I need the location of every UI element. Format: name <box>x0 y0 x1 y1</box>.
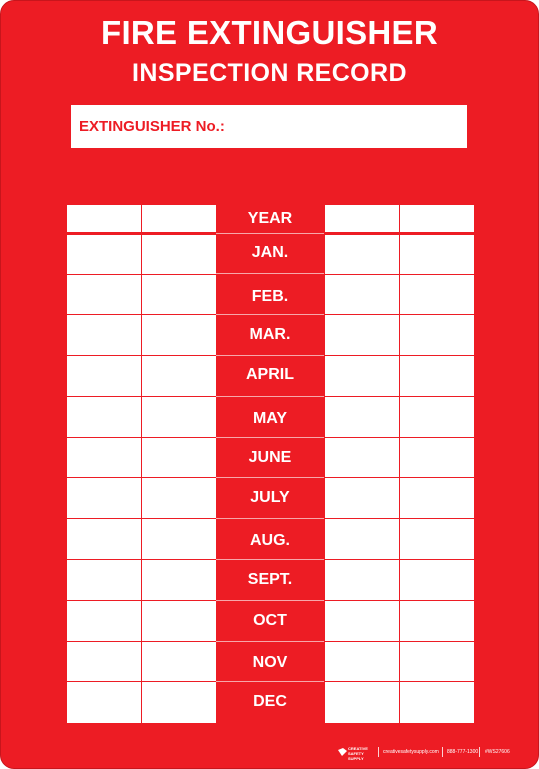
month-divider <box>216 518 324 519</box>
inspection-entry-cell[interactable] <box>400 519 474 559</box>
inspection-entry-cell[interactable] <box>142 682 216 723</box>
footer-separator <box>479 747 480 757</box>
inspection-entry-cell[interactable] <box>325 397 399 437</box>
year-entry-cell[interactable] <box>142 205 216 232</box>
month-label: JAN. <box>251 244 289 261</box>
inspection-entry-cell[interactable] <box>142 519 216 559</box>
extinguisher-number-field[interactable] <box>71 105 467 148</box>
inspection-entry-cell[interactable] <box>400 682 474 723</box>
footer-phone: 888-777-1300 <box>447 749 479 755</box>
inspection-entry-cell[interactable] <box>325 519 399 559</box>
inspection-entry-cell[interactable] <box>325 642 399 681</box>
inspection-entry-cell[interactable] <box>67 642 141 681</box>
footer-website: creativesafetysupply.com <box>383 749 439 755</box>
sign-subtitle: INSPECTION RECORD <box>132 59 407 87</box>
inspection-entry-cell[interactable] <box>67 315 141 355</box>
year-entry-cell[interactable] <box>325 205 399 232</box>
month-label: APRIL <box>246 366 294 383</box>
footer-product-code: #WS27606 <box>485 749 510 755</box>
inspection-entry-cell[interactable] <box>400 275 474 314</box>
inspection-entry-cell[interactable] <box>400 478 474 518</box>
month-divider <box>216 681 324 682</box>
inspection-entry-cell[interactable] <box>325 275 399 314</box>
inspection-entry-cell[interactable] <box>142 235 216 274</box>
month-label: MAY <box>252 410 288 427</box>
inspection-entry-cell[interactable] <box>142 275 216 314</box>
month-label: FEB. <box>251 288 289 305</box>
month-divider <box>216 559 324 560</box>
month-divider <box>216 641 324 642</box>
inspection-entry-cell[interactable] <box>67 356 141 396</box>
footer-separator <box>442 747 443 757</box>
month-divider <box>216 273 324 274</box>
inspection-entry-cell[interactable] <box>325 356 399 396</box>
month-divider <box>216 233 324 234</box>
month-label: JUNE <box>248 449 292 466</box>
footer-separator <box>378 747 379 757</box>
inspection-entry-cell[interactable] <box>325 601 399 641</box>
month-column <box>216 205 324 723</box>
inspection-entry-cell[interactable] <box>400 560 474 600</box>
inspection-entry-cell[interactable] <box>142 315 216 355</box>
inspection-entry-cell[interactable] <box>142 438 216 477</box>
month-divider <box>216 600 324 601</box>
inspection-entry-cell[interactable] <box>400 397 474 437</box>
month-label: OCT <box>253 612 287 629</box>
inspection-entry-cell[interactable] <box>67 438 141 477</box>
extinguisher-number-label: EXTINGUISHER No.: <box>79 118 225 135</box>
month-label: AUG. <box>250 532 290 549</box>
inspection-entry-cell[interactable] <box>142 642 216 681</box>
inspection-table <box>67 205 474 723</box>
inspection-entry-cell[interactable] <box>142 601 216 641</box>
inspection-entry-cell[interactable] <box>400 642 474 681</box>
inspection-entry-cell[interactable] <box>400 315 474 355</box>
month-label: JULY <box>250 489 290 506</box>
inspection-entry-cell[interactable] <box>67 275 141 314</box>
inspection-entry-cell[interactable] <box>67 235 141 274</box>
month-divider <box>216 396 324 397</box>
inspection-entry-cell[interactable] <box>325 315 399 355</box>
inspection-entry-cell[interactable] <box>67 397 141 437</box>
month-label: DEC <box>253 693 287 710</box>
year-entry-cell[interactable] <box>400 205 474 232</box>
inspection-entry-cell[interactable] <box>325 560 399 600</box>
brand-logo-icon <box>338 748 347 756</box>
month-label: MAR. <box>249 326 291 343</box>
year-header: YEAR <box>247 210 293 227</box>
inspection-entry-cell[interactable] <box>400 356 474 396</box>
year-entry-cell[interactable] <box>67 205 141 232</box>
inspection-entry-cell[interactable] <box>67 478 141 518</box>
inspection-entry-cell[interactable] <box>400 235 474 274</box>
month-divider <box>216 477 324 478</box>
inspection-entry-cell[interactable] <box>142 397 216 437</box>
inspection-entry-cell[interactable] <box>325 682 399 723</box>
inspection-entry-cell[interactable] <box>400 438 474 477</box>
inspection-entry-cell[interactable] <box>142 356 216 396</box>
inspection-entry-cell[interactable] <box>400 601 474 641</box>
month-label: NOV <box>252 654 288 671</box>
inspection-entry-cell[interactable] <box>67 519 141 559</box>
inspection-entry-cell[interactable] <box>67 601 141 641</box>
inspection-entry-cell[interactable] <box>325 438 399 477</box>
inspection-entry-cell[interactable] <box>67 560 141 600</box>
inspection-entry-cell[interactable] <box>142 560 216 600</box>
inspection-entry-cell[interactable] <box>67 682 141 723</box>
year-row-divider <box>324 232 474 234</box>
inspection-entry-cell[interactable] <box>142 478 216 518</box>
sign-title: FIRE EXTINGUISHER <box>101 14 438 51</box>
month-label: SEPT. <box>247 571 293 588</box>
inspection-entry-cell[interactable] <box>325 478 399 518</box>
month-divider <box>216 355 324 356</box>
month-divider <box>216 314 324 315</box>
inspection-entry-cell[interactable] <box>325 235 399 274</box>
month-divider <box>216 437 324 438</box>
year-row-divider <box>67 232 216 234</box>
footer-brand: CREATIVE SAFETY SUPPLY <box>348 746 368 761</box>
